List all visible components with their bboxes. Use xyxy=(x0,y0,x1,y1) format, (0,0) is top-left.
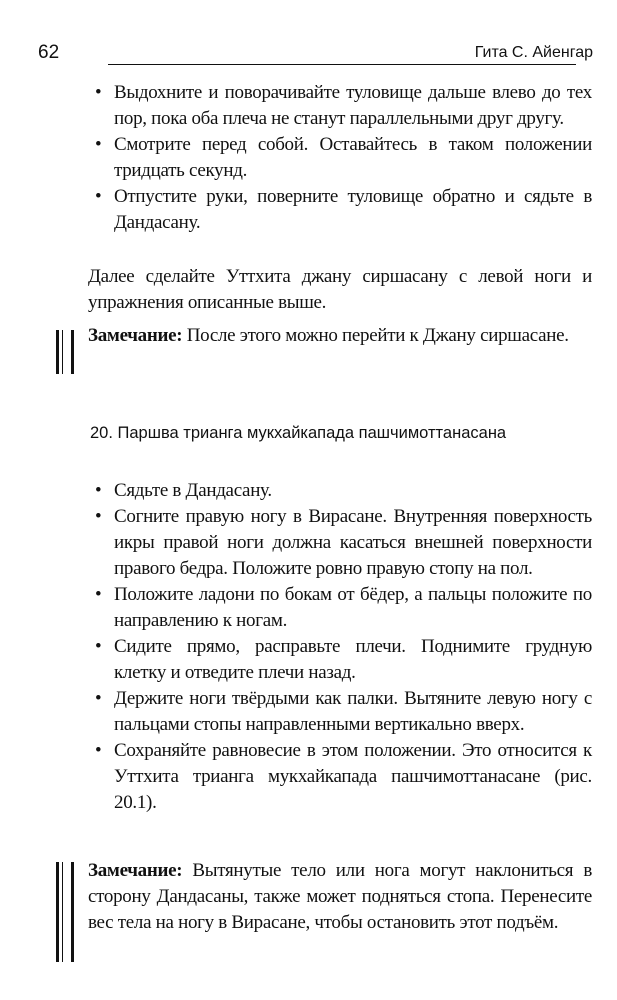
page-header xyxy=(38,42,593,68)
note-block-2 xyxy=(88,858,592,936)
body-paragraph: Далее сделайте Уттхита джану сиршасану с левой ноги и упражнения описанные выше. xyxy=(88,266,592,313)
note-marker xyxy=(56,330,74,374)
list-item: • Смотрите перед собой. Оставайтесь в таком положении тридцать секунд. xyxy=(86,132,592,184)
note-label: Замечание: xyxy=(88,860,183,881)
section-title: 20. Паршва трианга мукхайкапада пашчимоттанасана xyxy=(90,424,507,442)
list-item: • Сядьте в Дандасану. xyxy=(86,478,592,504)
note-marker xyxy=(56,862,74,962)
page-number: 62 xyxy=(38,42,60,63)
list-item: • Согните правую ногу в Вирасане. Внутренняя поверхность икры правой ноги должна касаться внешней поверхности правого бедра. Положите ровно правую стопу на пол. xyxy=(86,504,592,582)
header-rule xyxy=(108,64,576,65)
list-item: • Сидите прямо, расправьте плечи. Поднимите грудную клетку и отведите плечи назад. xyxy=(86,634,592,686)
list-item: • Сохраняйте равновесие в этом положении. Это относится к Уттхита трианга мукхайкапада пашчимоттанасане (рис. 20.1). xyxy=(86,738,592,816)
bullet-list-bottom xyxy=(86,478,592,816)
list-item: • Отпустите руки, поверните туловище обратно и сядьте в Дандасану. xyxy=(86,184,592,236)
list-item: • Держите ноги твёрдыми как палки. Вытяните левую ногу с пальцами стопы направленными вертикально вверх. xyxy=(86,686,592,738)
bullet-list-top xyxy=(86,80,592,236)
note-text: Вытянутые тело или нога могут наклониться в сторону Дандасаны, также может подняться стопа. Перенесите вес тела на ногу в Вирасане, чтобы остановить этот подъём. xyxy=(88,860,592,933)
note-text: После этого можно перейти к Джану сиршасане. xyxy=(182,325,569,346)
note-block-1 xyxy=(88,323,592,349)
running-head: Гита С. Айенгар xyxy=(467,44,593,62)
list-item: • Положите ладони по бокам от бёдер, а пальцы положите по направлению к ногам. xyxy=(86,582,592,634)
note-label: Замечание: xyxy=(88,325,183,346)
list-item: • Выдохните и поворачивайте туловище дальше влево до тех пор, пока оба плеча не станут параллельными друг другу. xyxy=(86,80,592,132)
